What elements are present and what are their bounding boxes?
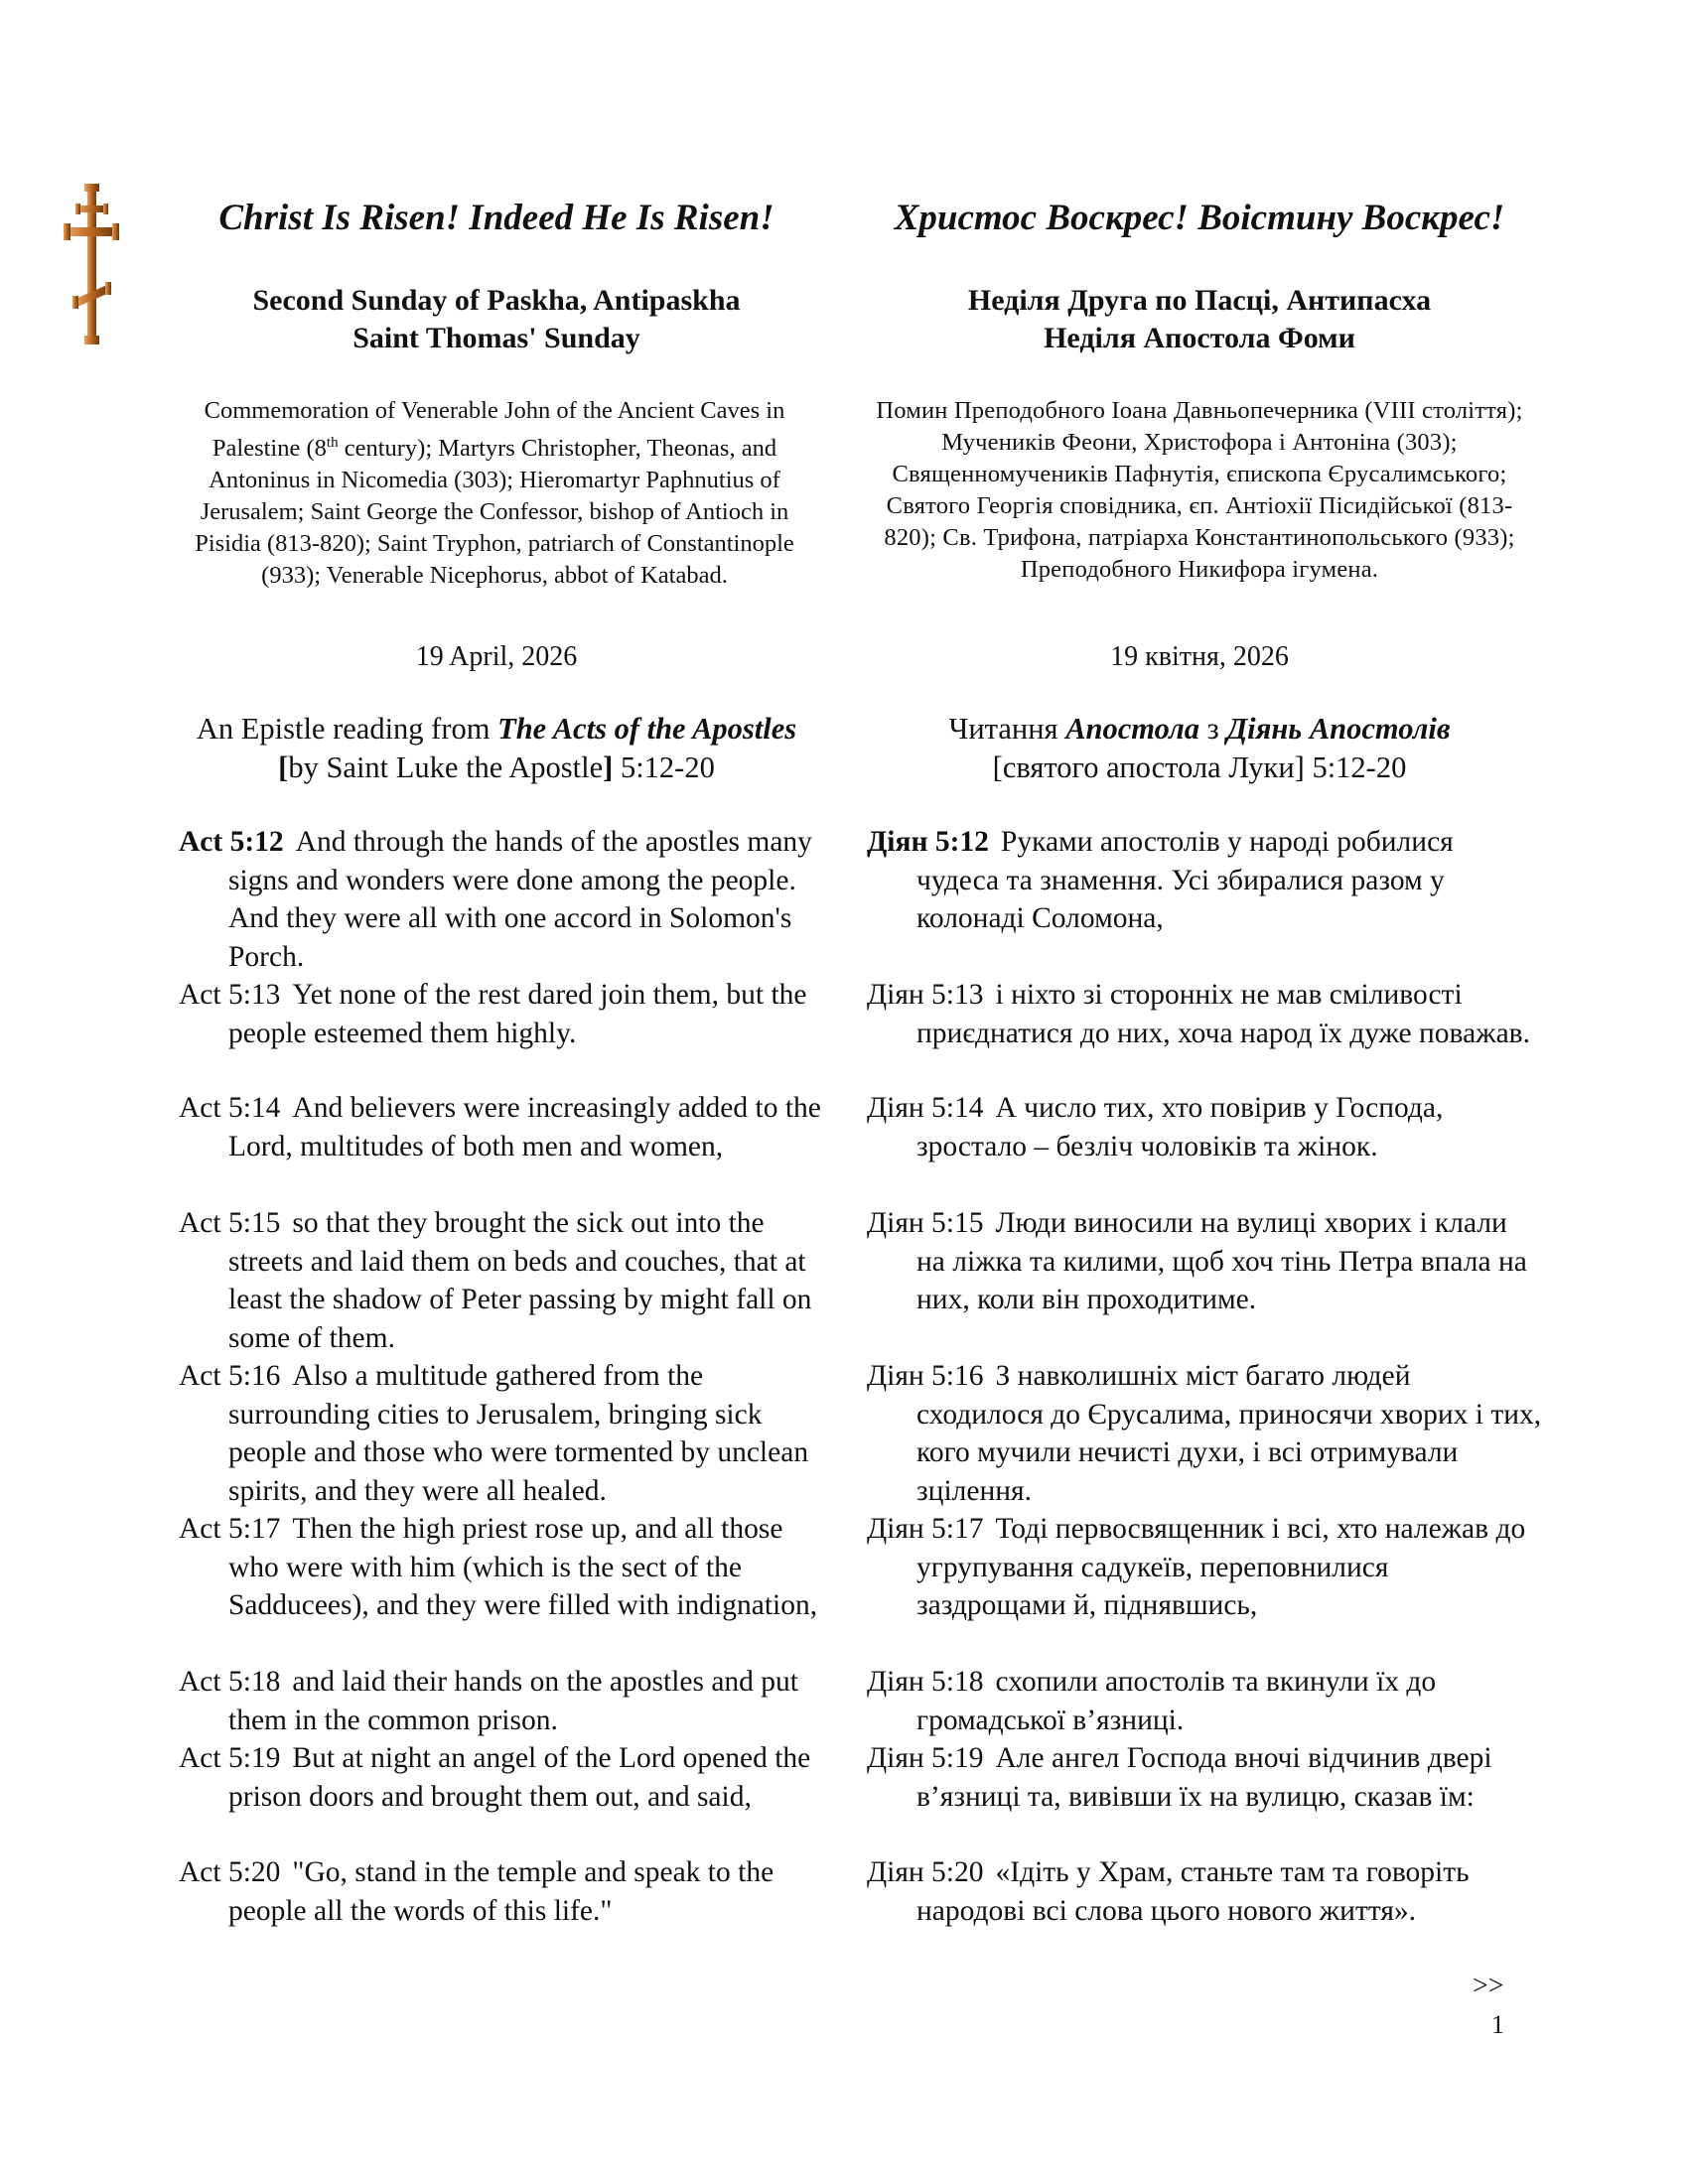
ukrainian-verse-text: і ніхто зі сторонніх не мав сміливості приєднатися до них, хоча народ їх дуже поважав.: [916, 979, 1530, 1049]
ukrainian-verse-ref: Діян 5:18: [867, 1666, 984, 1698]
english-verse-ref: Act 5:16: [179, 1360, 281, 1392]
english-verse-ref: Act 5:14: [179, 1092, 281, 1124]
ukrainian-title: Христос Воскрес! Воістину Воскрес!: [894, 198, 1505, 238]
ukrainian-verse-text: «Ідіть у Храм, станьте там та говоріть народові всі слова цього нового життя».: [916, 1856, 1470, 1927]
english-verse: [179, 1204, 834, 1357]
ukrainian-epistle-author-line: [святого апостола Луки] 5:12-20: [992, 751, 1407, 784]
ukrainian-verse-ref: Діян 5:19: [867, 1742, 984, 1774]
english-verse-ref: Act 5:13: [179, 979, 281, 1011]
orthodox-cross-icon: [64, 182, 119, 346]
ukrainian-heading-line1: Неділя Друга по Пасці, Антипасха: [967, 284, 1432, 317]
ukrainian-verse-ref: Діян 5:17: [867, 1513, 984, 1545]
english-title: Christ Is Risen! Indeed He Is Risen!: [218, 198, 774, 238]
ukrainian-heading: [872, 282, 1527, 357]
page-number: 1: [1491, 2010, 1504, 2039]
english-commemoration-post: century); Martyrs Christopher, Theonas, and Antoninus in Nicomedia (303); Hieromartyr Paphnutius of Jerusalem; Saint George the Confessor, bishop of Antioch in Pisidia (813-820); Saint Tryphon, patriarch of Constantinople (933); Venerable Nicephorus, abbot of Katabad.: [195, 435, 794, 590]
english-verse-text: "Go, stand in the temple and speak to the people all the words of this life.": [228, 1856, 774, 1927]
english-verse-ref: Act 5:15: [179, 1207, 281, 1239]
english-verse: [179, 1739, 834, 1816]
ukrainian-verse-text: Тоді первосвященник і всі, хто належав до угрупування садукеїв, переповнилися заздрощами й, піднявшись,: [916, 1513, 1526, 1621]
english-commemoration-pre: Commemoration of Venerable John of the Ancient Caves in Palestine (8: [204, 397, 785, 463]
english-verse-ref: Act 5:17: [179, 1513, 281, 1545]
ukrainian-verse-ref: Діян 5:15: [867, 1207, 984, 1239]
english-verse-text: and laid their hands on the apostles and put them in the common prison.: [228, 1666, 799, 1736]
english-commemoration-sup: th: [326, 435, 339, 451]
ukrainian-heading-line2: Неділя Апостола Фоми: [1044, 322, 1355, 354]
ukrainian-verse-text: схопили апостолів та вкинули їх до громадської в’язниці.: [916, 1666, 1437, 1736]
english-verse: [179, 1357, 834, 1510]
english-verse-ref: Act 5:18: [179, 1666, 281, 1698]
continue-marker: >>: [1473, 1971, 1504, 2001]
ukrainian-verse-text: Руками апостолів у народі робилися чудеса та знамення. Усі збиралися разом у колонаді Соломона,: [916, 826, 1454, 934]
ukrainian-verse-text: Але ангел Господа вночі відчинив двері в’язниці та, вивівши їх на вулицю, сказав їм:: [916, 1742, 1492, 1813]
english-verse-text: Then the high priest rose up, and all those who were with him (which is the sect of the Sadducees), and they were filled with indignation,: [228, 1513, 818, 1621]
ukrainian-verse-text: З навколишніх міст багато людей сходилося до Єрусалима, приносячи хворих і тих, кого мучили нечисті духи, і всі отримували зцілення.: [916, 1360, 1542, 1507]
ukrainian-verse: [867, 976, 1542, 1052]
english-verse-text: And through the hands of the apostles many signs and wonders were done among the people. And they were all with one accord in Solomon's Porch.: [228, 826, 812, 973]
ukrainian-verse: [867, 1739, 1542, 1816]
english-heading: [174, 282, 819, 357]
english-verse-text: so that they brought the sick out into the streets and laid them on beds and couches, that at least the shadow of Peter passing by might fall on some of them.: [228, 1207, 812, 1354]
english-epistle-title: [174, 710, 819, 787]
english-verse: [179, 1089, 834, 1165]
english-verse-ref: Act 5:12: [179, 826, 284, 858]
english-epistle-author: by Saint Luke the Apostle: [288, 751, 604, 784]
ukrainian-epistle-from: з: [1199, 712, 1227, 746]
ukrainian-verse: [867, 1357, 1542, 1510]
ukrainian-verse-text: Люди виносили на вулиці хворих і клали на ліжка та килими, щоб хоч тінь Петра впала на них, коли він проходитиме.: [916, 1207, 1527, 1315]
ukrainian-verse-ref: Діян 5:16: [867, 1360, 984, 1392]
ukrainian-verse: [867, 1853, 1542, 1930]
ukrainian-verse: [867, 1204, 1542, 1319]
english-verse: [179, 823, 834, 976]
english-epistle-book: The Acts of the Apostles: [497, 712, 797, 746]
english-heading-line2: Saint Thomas' Sunday: [352, 322, 640, 354]
english-verse-text: But at night an angel of the Lord opened the prison doors and brought them out, and said,: [228, 1742, 811, 1813]
ukrainian-epistle-title: [872, 710, 1527, 787]
english-heading-line1: Second Sunday of Paskha, Antipaskha: [252, 284, 741, 317]
ukrainian-verse-ref: Діян 5:13: [867, 979, 984, 1011]
english-epistle-ref: 5:12-20: [613, 751, 715, 784]
ukrainian-verse-ref: Діян 5:20: [867, 1856, 984, 1888]
ukrainian-epistle-apostle: Апостола: [1065, 712, 1199, 746]
ukrainian-verse: [867, 1663, 1542, 1739]
ukrainian-verse-ref: Діян 5:14: [867, 1092, 984, 1124]
ukrainian-commemoration: Помин Преподобного Іоана Давньопечерника (VIII століття); Мучеників Феони, Христофора і Антоніна (303); Священномучеників Пафнутія, єпископа Єрусалимського; Святого Георгія сповідника, єп. Антіохії Пісидійської (813-820); Св. Трифона, патріарха Константинопольського (933); Преподобного Никифора ігумена.: [876, 397, 1523, 583]
english-verse: [179, 1853, 834, 1930]
english-verse: [179, 1663, 834, 1739]
english-epistle-bracket-close: ]: [603, 751, 614, 784]
ukrainian-verse-ref: Діян 5:12: [867, 826, 989, 858]
ukrainian-epistle-intro: Читання: [948, 712, 1066, 746]
ukrainian-verse: [867, 823, 1542, 938]
english-verse-text: Yet none of the rest dared join them, but the people esteemed them highly.: [228, 979, 807, 1049]
english-epistle-bracket-open: [: [278, 751, 289, 784]
english-verse-ref: Act 5:20: [179, 1856, 281, 1888]
english-commemoration: [170, 395, 819, 592]
english-verse-ref: Act 5:19: [179, 1742, 281, 1774]
ukrainian-verse: [867, 1510, 1542, 1625]
english-verse: [179, 976, 834, 1052]
english-verse-text: And believers were increasingly added to the Lord, multitudes of both men and women,: [228, 1092, 821, 1162]
ukrainian-verse: [867, 1089, 1542, 1165]
ukrainian-date: 19 квітня, 2026: [1110, 641, 1289, 672]
ukrainian-verse-text: А число тих, хто повірив у Господа, зростало – безліч чоловіків та жінок.: [916, 1092, 1444, 1162]
english-verse: [179, 1510, 834, 1625]
english-verse-text: Also a multitude gathered from the surrounding cities to Jerusalem, bringing sick people and those who were tormented by unclean spirits, and they were all healed.: [228, 1360, 809, 1507]
english-date: 19 April, 2026: [415, 641, 578, 672]
english-epistle-intro: An Epistle reading from: [196, 712, 498, 746]
ukrainian-epistle-book: Діянь Апостолів: [1226, 712, 1451, 746]
